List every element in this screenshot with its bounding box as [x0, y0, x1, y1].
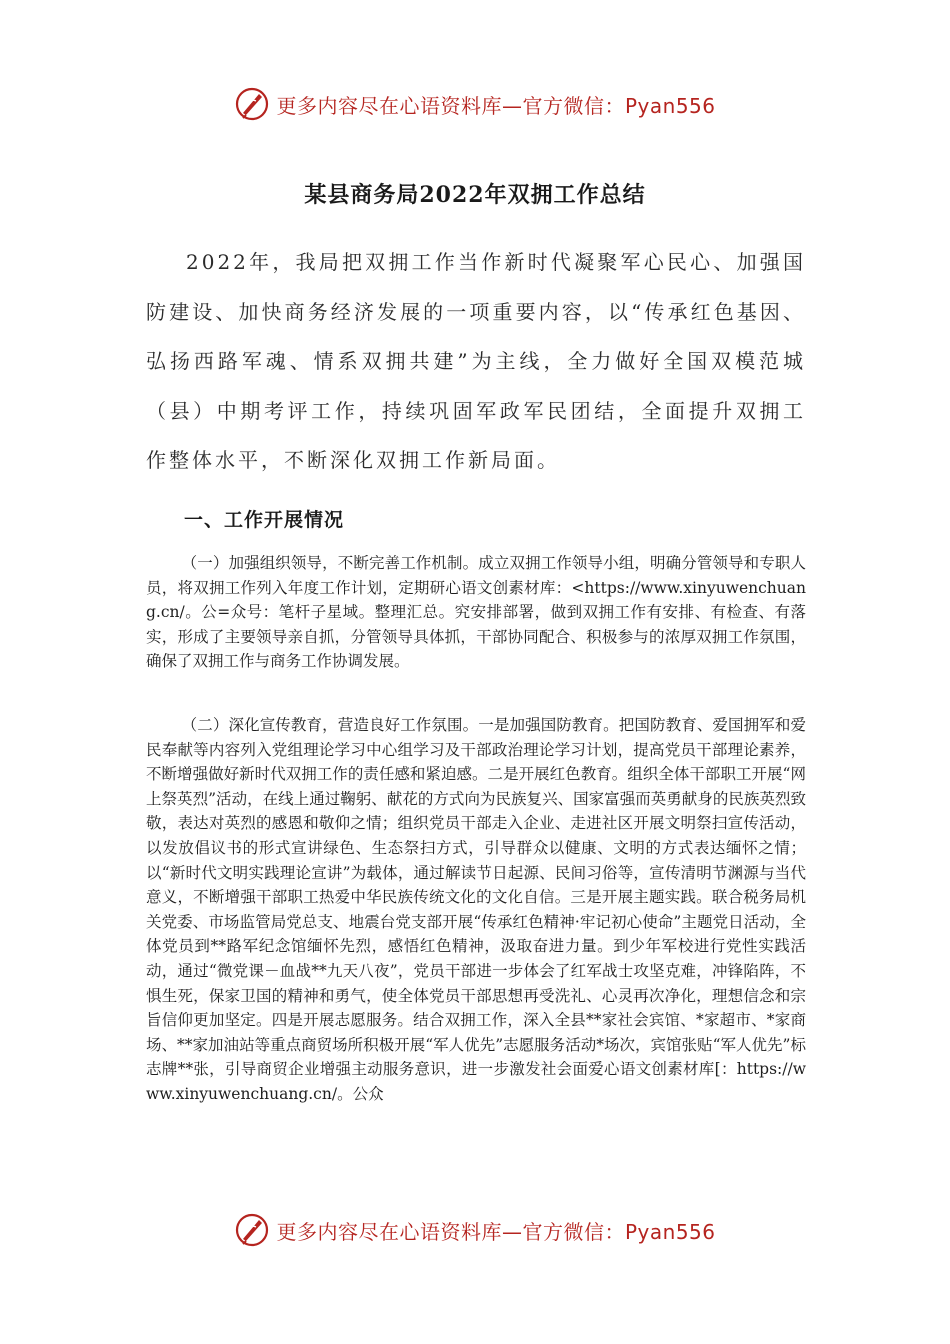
quill-pen-logo-icon: [234, 86, 270, 122]
body-paragraph: （二）深化宣传教育，营造良好工作氛围。一是加强国防教育。把国防教育、爱国拥军和爱民奉献等内容列入党组理论学习中心组学习及干部政治理论学习计划，提高党员干部理论素养，不断增强做好新时代双拥工作的责任感和紧迫感。二是开展红色教育。组织全体干部职工开展“网上祭英烈”活动，在线上通过鞠躬、献花的方式向为民族复兴、国家富强而英勇献身的民族英烈致敬，表达对英烈的感恩和敬仰之情；组织党员干部走入企业、走进社区开展文明祭扫宣传活动，以发放倡议书的形式宣讲绿色、生态祭扫方式，引导群众以健康、文明的方式表达缅怀之情；以“新时代文明实践理论宣讲”为载体，通过解读节日起源、民间习俗等，宣传清明节渊源与当代意义，不断增强干部职工热爱中华民族传统文化的文化自信。三是开展主题实践。联合税务局机关党委、市场监管局党总支、地震台党支部开展“传承红色精神·牢记初心使命”主题党日活动，全体党员到**路军纪念馆缅怀先烈，感悟红色精神，汲取奋进力量。到少年军校进行党性实践活动，通过“微党课－血战**九天八夜”，党员干部进一步体会了红军战士攻坚克难，冲锋陷阵，不惧生死，保家卫国的精神和勇气，使全体党员干部思想再受洗礼、心灵再次净化，理想信念和宗旨信仰更加坚定。四是开展志愿服务。结合双拥工作，深入全县**家社会宾馆、*家超市、*家商场、**家加油站等重点商贸场所积极开展“军人优先”志愿服务活动*场次，宾馆张贴“军人优先”标志牌**张，引导商贸企业增强主动服务意识，进一步激发社会面爱心语文创素材库[：https://www.xinyuwenchuang.cn/。公众: [146, 716, 806, 1103]
body-paragraph-1-container: [146, 551, 806, 674]
wechat-id: Pyan556: [624, 93, 716, 118]
watermark-label: 更多内容尽在心语资料库—官方微信：: [276, 1219, 625, 1244]
body-paragraph: （一）加强组织领导，不断完善工作机制。成立双拥工作领导小组，明确分管领导和专职人员，将双拥工作列入年度工作计划，定期研心语文创素材库：<https://www.xinyuwenchuang.cn/。公=众号：笔杆子星域。整理汇总。究安排部署，做到双拥工作有安排、有检查、有落实，形成了主要领导亲自抓，分管领导具体抓，干部协同配合、积极参与的浓厚双拥工作氛围，确保了双拥工作与商务工作协调发展。: [146, 554, 806, 671]
quill-pen-logo-icon: [234, 1212, 270, 1248]
watermark-label: 更多内容尽在心语资料库—官方微信：: [276, 93, 625, 118]
document-title: 某县商务局2022年双拥工作总结: [304, 182, 646, 208]
footer-watermark-banner: [0, 1208, 950, 1252]
watermark-text: [276, 1216, 715, 1245]
header-watermark-banner: [0, 82, 950, 126]
watermark-text: [276, 90, 715, 119]
section-heading: 一、工作开展情况: [184, 509, 345, 531]
wechat-id: Pyan556: [624, 1219, 716, 1244]
body-paragraph-2-container: [146, 713, 806, 1107]
intro-paragraph: 2022年，我局把双拥工作当作新时代凝聚军心民心、加强国防建设、加快商务经济发展的一项重要内容，以“传承红色基因、弘扬西路军魂、情系双拥共建”为主线，全力做好全国双模范城（县）中期考评工作，持续巩固军政军民团结，全面提升双拥工作整体水平，不断深化双拥工作新局面。: [146, 250, 806, 472]
